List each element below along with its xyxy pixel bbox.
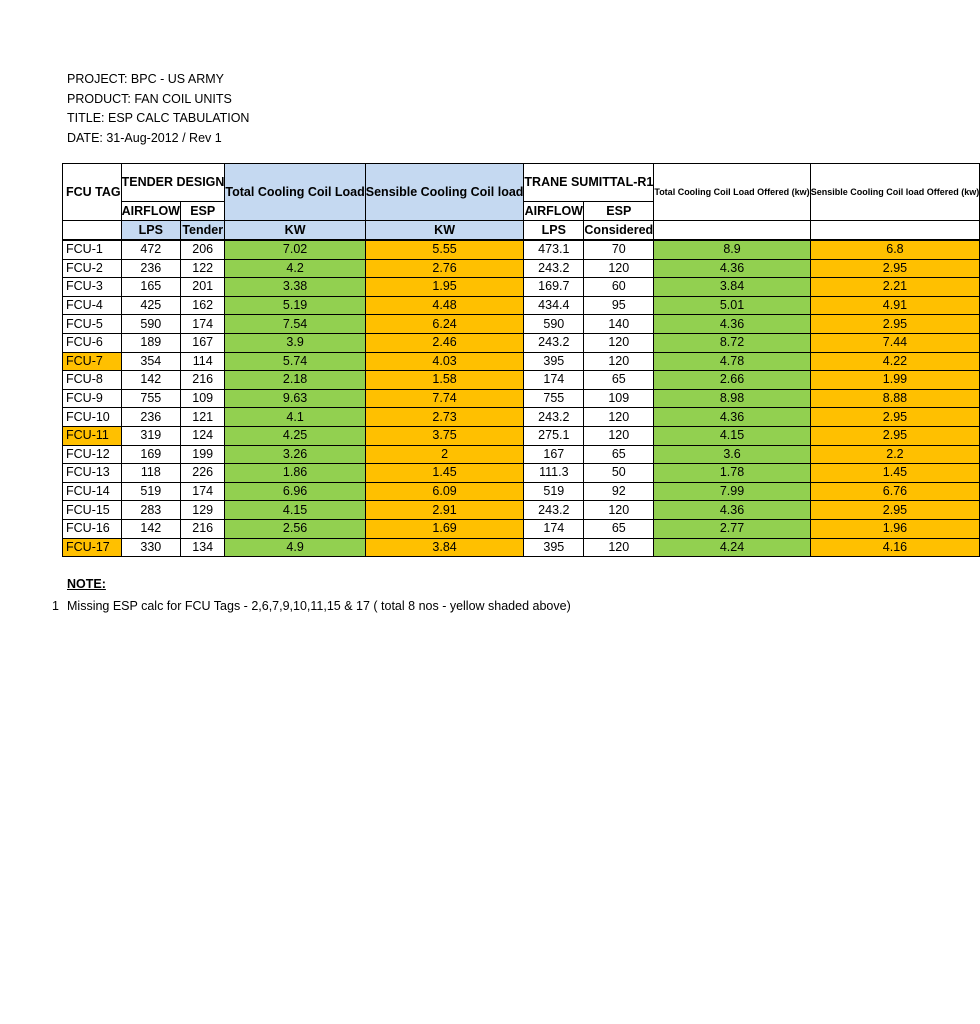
cell-tender-lps: 519 <box>121 482 180 501</box>
cell-trane-esp: 120 <box>584 259 654 278</box>
table-row <box>63 501 980 520</box>
cell-tender-esp: 199 <box>181 445 225 464</box>
cell-fcu-tag: FCU-12 <box>63 445 122 464</box>
cell-tender-esp: 216 <box>181 371 225 390</box>
cell-trane-lps: 473.1 <box>524 240 584 259</box>
cell-sensible-offered: 2.2 <box>810 445 980 464</box>
cell-total-cooling: 4.1 <box>225 408 365 427</box>
note-title: NOTE: <box>67 577 106 591</box>
cell-trane-esp: 120 <box>584 501 654 520</box>
cell-tender-lps: 169 <box>121 445 180 464</box>
note-text: Missing ESP calc for FCU Tags - 2,6,7,9,10,11,15 & 17 ( total 8 nos - yellow shaded above) <box>67 599 571 613</box>
esp-calc-table <box>62 163 980 557</box>
cell-fcu-tag: FCU-6 <box>63 333 122 352</box>
cell-sensible-cooling: 2.91 <box>365 501 524 520</box>
header-fcu-tag: FCU TAG <box>63 164 122 221</box>
cell-trane-esp: 65 <box>584 371 654 390</box>
cell-sensible-offered: 1.99 <box>810 371 980 390</box>
header-esp: ESP <box>181 202 225 221</box>
cell-trane-lps: 111.3 <box>524 464 584 483</box>
cell-tender-lps: 142 <box>121 519 180 538</box>
cell-trane-esp: 120 <box>584 352 654 371</box>
cell-total-offered: 4.78 <box>654 352 810 371</box>
title-line: TITLE: ESP CALC TABULATION <box>67 111 250 125</box>
project-line: PROJECT: BPC - US ARMY <box>67 72 224 86</box>
cell-total-cooling: 3.26 <box>225 445 365 464</box>
cell-sensible-cooling: 3.75 <box>365 426 524 445</box>
cell-fcu-tag: FCU-11 <box>63 426 122 445</box>
cell-tender-esp: 174 <box>181 482 225 501</box>
cell-sensible-cooling: 2.46 <box>365 333 524 352</box>
cell-fcu-tag: FCU-17 <box>63 538 122 557</box>
cell-tender-lps: 425 <box>121 296 180 315</box>
cell-sensible-cooling: 4.03 <box>365 352 524 371</box>
cell-total-cooling: 5.74 <box>225 352 365 371</box>
cell-trane-esp: 70 <box>584 240 654 259</box>
cell-fcu-tag: FCU-14 <box>63 482 122 501</box>
cell-fcu-tag: FCU-1 <box>63 240 122 259</box>
cell-sensible-cooling: 1.95 <box>365 278 524 297</box>
cell-tender-esp: 174 <box>181 315 225 334</box>
unit-trane-lps: LPS <box>524 221 584 241</box>
cell-total-cooling: 5.19 <box>225 296 365 315</box>
cell-sensible-cooling: 5.55 <box>365 240 524 259</box>
table-row <box>63 352 980 371</box>
cell-fcu-tag: FCU-13 <box>63 464 122 483</box>
table-row <box>63 389 980 408</box>
cell-total-offered: 2.77 <box>654 519 810 538</box>
cell-total-cooling: 3.9 <box>225 333 365 352</box>
cell-sensible-cooling: 2 <box>365 445 524 464</box>
cell-total-cooling: 7.54 <box>225 315 365 334</box>
cell-trane-lps: 169.7 <box>524 278 584 297</box>
cell-sensible-cooling: 3.84 <box>365 538 524 557</box>
document-header <box>67 70 249 148</box>
cell-sensible-cooling: 2.76 <box>365 259 524 278</box>
header-total-cooling: Total Cooling Coil Load <box>225 164 365 221</box>
header-sensible-cooling: Sensible Cooling Coil load <box>365 164 524 221</box>
cell-total-offered: 5.01 <box>654 296 810 315</box>
cell-total-cooling: 2.18 <box>225 371 365 390</box>
cell-trane-esp: 95 <box>584 296 654 315</box>
cell-trane-lps: 174 <box>524 371 584 390</box>
cell-trane-lps: 243.2 <box>524 501 584 520</box>
cell-total-cooling: 7.02 <box>225 240 365 259</box>
table-row <box>63 426 980 445</box>
header-sensible-offered: Sensible Cooling Coil load Offered (kw) <box>810 164 980 221</box>
table-row <box>63 482 980 501</box>
cell-trane-esp: 120 <box>584 538 654 557</box>
header-trane-submittal: TRANE SUMITTAL-R1 <box>524 164 654 202</box>
table-row <box>63 519 980 538</box>
cell-trane-esp: 120 <box>584 333 654 352</box>
cell-sensible-cooling: 4.48 <box>365 296 524 315</box>
cell-tender-lps: 118 <box>121 464 180 483</box>
cell-tender-esp: 162 <box>181 296 225 315</box>
cell-tender-esp: 226 <box>181 464 225 483</box>
cell-total-offered: 8.9 <box>654 240 810 259</box>
cell-tender-lps: 354 <box>121 352 180 371</box>
table-row <box>63 259 980 278</box>
cell-total-cooling: 4.2 <box>225 259 365 278</box>
note-line <box>52 599 571 613</box>
table-row <box>63 408 980 427</box>
table-row <box>63 240 980 259</box>
cell-sensible-offered: 2.95 <box>810 259 980 278</box>
cell-trane-esp: 140 <box>584 315 654 334</box>
cell-fcu-tag: FCU-3 <box>63 278 122 297</box>
cell-trane-lps: 519 <box>524 482 584 501</box>
header-airflow: AIRFLOW <box>121 202 180 221</box>
cell-tender-lps: 472 <box>121 240 180 259</box>
cell-sensible-cooling: 1.58 <box>365 371 524 390</box>
table-row <box>63 296 980 315</box>
cell-sensible-cooling: 6.24 <box>365 315 524 334</box>
cell-sensible-cooling: 1.45 <box>365 464 524 483</box>
cell-tender-esp: 122 <box>181 259 225 278</box>
cell-trane-esp: 120 <box>584 408 654 427</box>
cell-total-offered: 3.84 <box>654 278 810 297</box>
cell-sensible-offered: 6.8 <box>810 240 980 259</box>
cell-tender-lps: 283 <box>121 501 180 520</box>
cell-trane-esp: 65 <box>584 445 654 464</box>
cell-tender-esp: 134 <box>181 538 225 557</box>
cell-trane-esp: 60 <box>584 278 654 297</box>
table-row <box>63 464 980 483</box>
header-trane-esp: ESP <box>584 202 654 221</box>
cell-tender-esp: 201 <box>181 278 225 297</box>
header-trane-airflow: AIRFLOW <box>524 202 584 221</box>
cell-total-offered: 7.99 <box>654 482 810 501</box>
cell-tender-lps: 236 <box>121 408 180 427</box>
cell-trane-esp: 65 <box>584 519 654 538</box>
cell-tender-esp: 109 <box>181 389 225 408</box>
cell-sensible-cooling: 6.09 <box>365 482 524 501</box>
cell-sensible-offered: 2.95 <box>810 426 980 445</box>
cell-trane-esp: 92 <box>584 482 654 501</box>
cell-sensible-offered: 2.95 <box>810 501 980 520</box>
cell-fcu-tag: FCU-8 <box>63 371 122 390</box>
cell-trane-lps: 243.2 <box>524 259 584 278</box>
unit-blank-sensible <box>810 221 980 241</box>
cell-trane-lps: 243.2 <box>524 333 584 352</box>
cell-sensible-offered: 1.45 <box>810 464 980 483</box>
unit-kw-sensible: KW <box>365 221 524 241</box>
cell-fcu-tag: FCU-15 <box>63 501 122 520</box>
cell-tender-esp: 124 <box>181 426 225 445</box>
cell-tender-lps: 142 <box>121 371 180 390</box>
cell-tender-lps: 755 <box>121 389 180 408</box>
cell-fcu-tag: FCU-2 <box>63 259 122 278</box>
cell-tender-lps: 319 <box>121 426 180 445</box>
cell-trane-lps: 275.1 <box>524 426 584 445</box>
note-number: 1 <box>52 599 59 613</box>
cell-total-offered: 2.66 <box>654 371 810 390</box>
table-row <box>63 315 980 334</box>
cell-total-offered: 8.98 <box>654 389 810 408</box>
table-row <box>63 445 980 464</box>
cell-fcu-tag: FCU-16 <box>63 519 122 538</box>
cell-sensible-offered: 4.22 <box>810 352 980 371</box>
cell-tender-lps: 590 <box>121 315 180 334</box>
cell-trane-lps: 174 <box>524 519 584 538</box>
cell-tender-esp: 206 <box>181 240 225 259</box>
table-row <box>63 333 980 352</box>
cell-total-cooling: 2.56 <box>225 519 365 538</box>
cell-trane-lps: 755 <box>524 389 584 408</box>
cell-total-cooling: 4.15 <box>225 501 365 520</box>
cell-sensible-cooling: 2.73 <box>365 408 524 427</box>
cell-fcu-tag: FCU-7 <box>63 352 122 371</box>
cell-total-offered: 3.6 <box>654 445 810 464</box>
unit-kw-total: KW <box>225 221 365 241</box>
cell-sensible-cooling: 7.74 <box>365 389 524 408</box>
cell-total-offered: 4.36 <box>654 259 810 278</box>
cell-fcu-tag: FCU-9 <box>63 389 122 408</box>
table-row <box>63 371 980 390</box>
product-line: PRODUCT: FAN COIL UNITS <box>67 91 232 106</box>
cell-total-cooling: 4.25 <box>225 426 365 445</box>
table-row <box>63 538 980 557</box>
cell-tender-lps: 165 <box>121 278 180 297</box>
cell-trane-lps: 167 <box>524 445 584 464</box>
cell-tender-esp: 121 <box>181 408 225 427</box>
cell-tender-lps: 330 <box>121 538 180 557</box>
cell-sensible-offered: 2.95 <box>810 315 980 334</box>
cell-trane-lps: 395 <box>524 538 584 557</box>
cell-total-offered: 4.15 <box>654 426 810 445</box>
cell-fcu-tag: FCU-5 <box>63 315 122 334</box>
cell-total-offered: 8.72 <box>654 333 810 352</box>
cell-tender-esp: 114 <box>181 352 225 371</box>
cell-sensible-offered: 7.44 <box>810 333 980 352</box>
cell-sensible-offered: 1.96 <box>810 519 980 538</box>
table-row <box>63 278 980 297</box>
cell-tender-esp: 129 <box>181 501 225 520</box>
cell-trane-esp: 109 <box>584 389 654 408</box>
cell-fcu-tag: FCU-4 <box>63 296 122 315</box>
unit-blank-total <box>654 221 810 241</box>
cell-tender-esp: 216 <box>181 519 225 538</box>
date-line: DATE: 31-Aug-2012 / Rev 1 <box>67 130 222 145</box>
unit-lps: LPS <box>121 221 180 241</box>
cell-total-offered: 4.36 <box>654 315 810 334</box>
unit-considered: Considered <box>584 221 654 241</box>
cell-total-cooling: 9.63 <box>225 389 365 408</box>
cell-total-offered: 4.24 <box>654 538 810 557</box>
cell-trane-esp: 120 <box>584 426 654 445</box>
unit-tender: Tender <box>181 221 225 241</box>
cell-trane-lps: 590 <box>524 315 584 334</box>
cell-total-offered: 4.36 <box>654 408 810 427</box>
cell-total-cooling: 6.96 <box>225 482 365 501</box>
cell-sensible-offered: 4.91 <box>810 296 980 315</box>
header-total-offered: Total Cooling Coil Load Offered (kw) <box>654 164 810 221</box>
cell-trane-lps: 434.4 <box>524 296 584 315</box>
cell-total-cooling: 1.86 <box>225 464 365 483</box>
cell-tender-lps: 236 <box>121 259 180 278</box>
cell-total-cooling: 3.38 <box>225 278 365 297</box>
cell-sensible-offered: 2.95 <box>810 408 980 427</box>
cell-sensible-offered: 8.88 <box>810 389 980 408</box>
cell-sensible-offered: 2.21 <box>810 278 980 297</box>
cell-trane-lps: 243.2 <box>524 408 584 427</box>
cell-fcu-tag: FCU-10 <box>63 408 122 427</box>
cell-trane-lps: 395 <box>524 352 584 371</box>
cell-trane-esp: 50 <box>584 464 654 483</box>
cell-sensible-offered: 4.16 <box>810 538 980 557</box>
cell-sensible-offered: 6.76 <box>810 482 980 501</box>
cell-total-cooling: 4.9 <box>225 538 365 557</box>
cell-sensible-cooling: 1.69 <box>365 519 524 538</box>
header-tender-design: TENDER DESIGN <box>121 164 225 202</box>
cell-tender-lps: 189 <box>121 333 180 352</box>
header-blank <box>63 221 122 241</box>
cell-tender-esp: 167 <box>181 333 225 352</box>
cell-total-offered: 1.78 <box>654 464 810 483</box>
cell-total-offered: 4.36 <box>654 501 810 520</box>
